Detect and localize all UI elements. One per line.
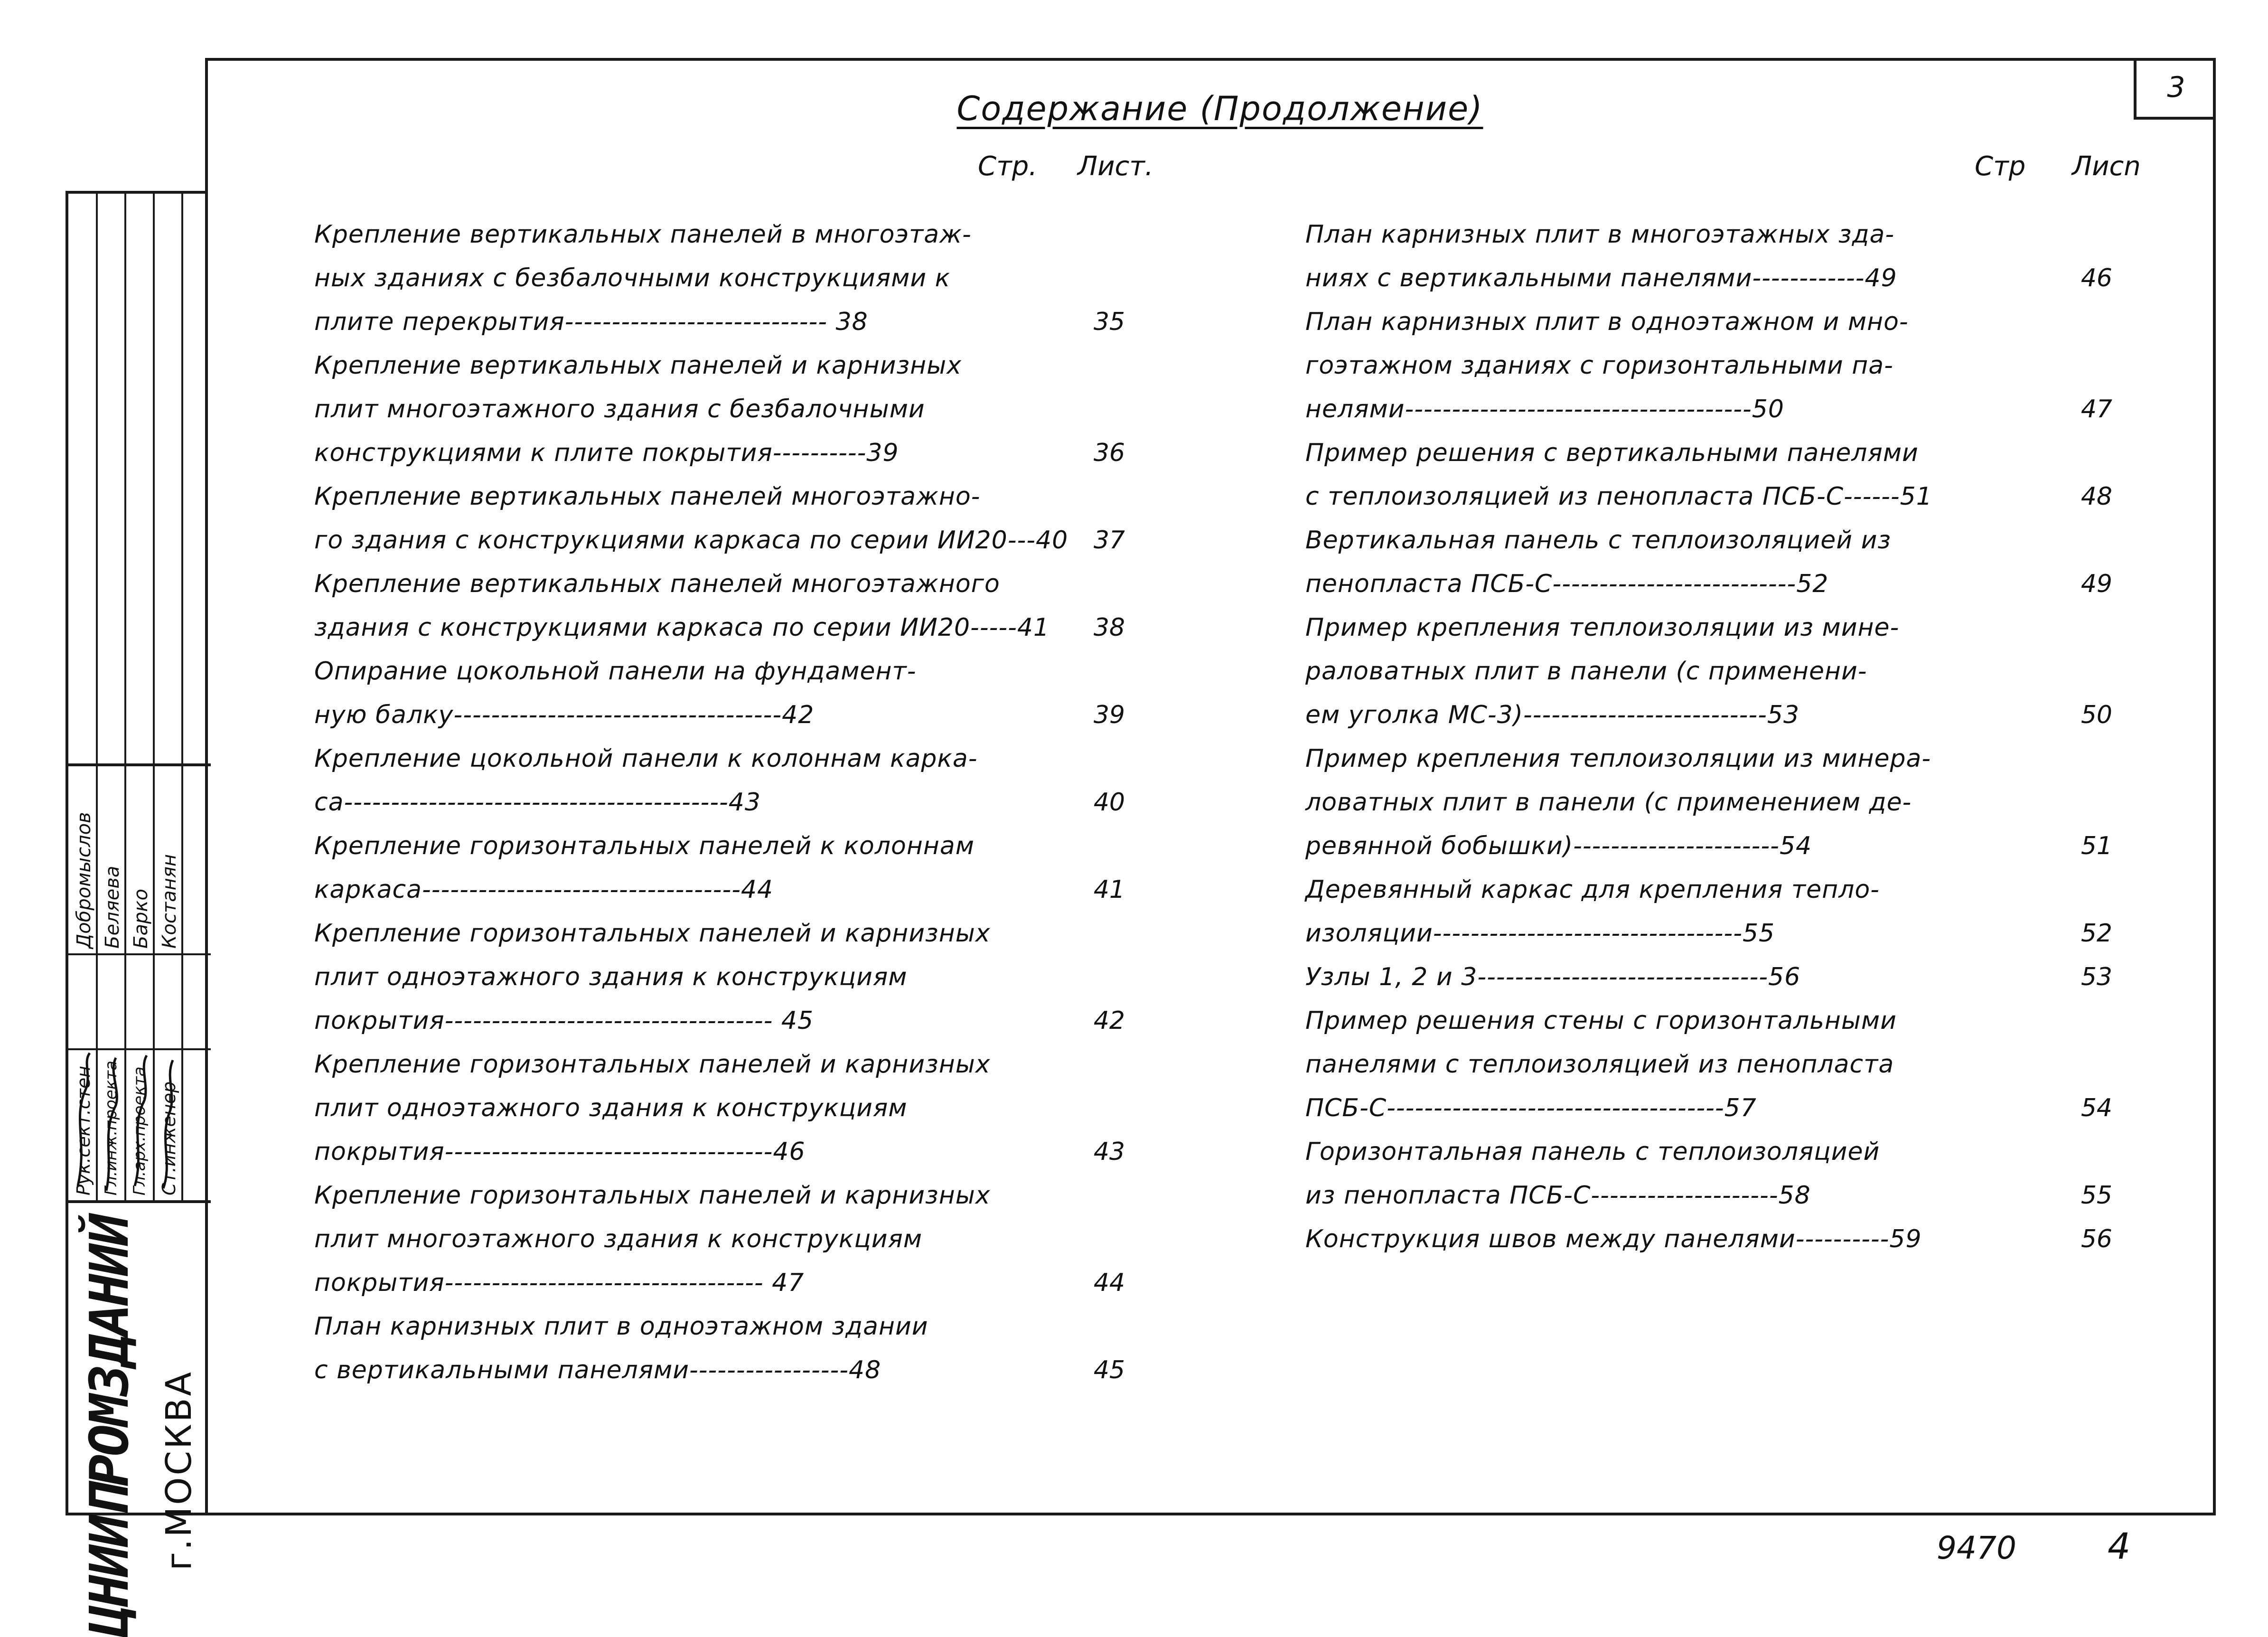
toc-entry-line: ловатных плит в панели (с применением де- xyxy=(1305,788,1912,817)
toc-sheet-number: 55 xyxy=(2081,1181,2112,1210)
toc-sheet-number: 44 xyxy=(1093,1269,1125,1297)
toc-sheet-number: 51 xyxy=(2081,832,2112,860)
stamp-name: Барко xyxy=(130,889,152,949)
toc-entry-line: Пример решения стены с горизонтальными xyxy=(1305,1007,1897,1035)
toc-entry-line: Горизонтальная панель с теплоизоляцией xyxy=(1305,1138,1880,1166)
toc-entry-line: План карнизных плит в одноэтажном и мно- xyxy=(1305,308,1909,336)
toc-entry-line: ниях с вертикальными панелями------------49 xyxy=(1305,264,1897,292)
toc-entry-line: здания с конструкциями каркаса по серии ИИ20-----41 xyxy=(314,613,1050,642)
toc-entry-line: Крепление вертикальных панелей и карнизных xyxy=(314,351,962,380)
toc-entry-line: плит многоэтажного здания с безбалочными xyxy=(314,395,925,423)
toc-entry-line: Узлы 1, 2 и 3-------------------------------56 xyxy=(1305,963,1801,991)
toc-entry-line: Крепление горизонтальных панелей и карнизных xyxy=(314,919,991,948)
toc-entry-line: гоэтажном зданиях с горизонтальными па- xyxy=(1305,351,1893,380)
toc-entry-line: ревянной бобышки)----------------------54 xyxy=(1305,832,1812,860)
toc-entry-line: с теплоизоляцией из пенопласта ПСБ-С------51 xyxy=(1305,482,1932,511)
org-logo: ЦНИИПРОМЗДАНИЙ xyxy=(79,1215,141,1637)
title-block-stamp xyxy=(66,191,208,1637)
toc-sheet-number: 37 xyxy=(1093,526,1125,555)
toc-sheet-number: 46 xyxy=(2081,264,2112,292)
toc-entry-line: панелями с теплоизоляцией из пенопласта xyxy=(1305,1050,1894,1079)
toc-entry-line: го здания с конструкциями каркаса по серии ИИ20---40 xyxy=(314,526,1068,555)
toc-sheet-number: 38 xyxy=(1093,613,1125,642)
toc-entry-line: Вертикальная панель с теплоизоляцией из xyxy=(1305,526,1892,555)
toc-entry-line: с вертикальными панелями-----------------48 xyxy=(314,1356,881,1384)
toc-sheet-number: 43 xyxy=(1093,1138,1125,1166)
toc-entry-line: Крепление вертикальных панелей в многоэтаж- xyxy=(314,220,972,249)
toc-entry-line: покрытия----------------------------------- 45 xyxy=(314,1007,814,1035)
stamp-name: Беляева xyxy=(102,866,123,949)
stamp-name: Костанян xyxy=(159,854,180,949)
toc-entry-line: плит многоэтажного здания к конструкциям xyxy=(314,1225,923,1253)
left-page-col-header: Стр. xyxy=(978,151,1038,182)
page-number: 4 xyxy=(2108,1525,2131,1567)
sheet-number-box xyxy=(2134,58,2216,120)
toc-entry-line: ем уголка МС-3)--------------------------53 xyxy=(1305,701,1800,729)
toc-entry-line: покрытия-----------------------------------46 xyxy=(314,1138,806,1166)
toc-sheet-number: 40 xyxy=(1093,788,1125,817)
toc-entry-line: Пример крепления теплоизоляции из минера- xyxy=(1305,744,1931,773)
toc-sheet-number: 47 xyxy=(2081,395,2112,423)
toc-sheet-number: 56 xyxy=(2081,1225,2112,1253)
stamp-divider xyxy=(68,1200,211,1203)
toc-entry-line: План карнизных плит в одноэтажном здании xyxy=(314,1312,928,1341)
toc-entry-line: Крепление горизонтальных панелей и карнизных xyxy=(314,1050,991,1079)
sheet-number: 3 xyxy=(2167,71,2185,104)
toc-entry-line: конструкциями к плите покрытия----------39 xyxy=(314,439,899,467)
toc-sheet-number: 52 xyxy=(2081,919,2112,948)
right-page-col-header: Стр xyxy=(1975,151,2026,182)
toc-entry-line: пенопласта ПСБ-С--------------------------52 xyxy=(1305,570,1829,598)
toc-sheet-number: 49 xyxy=(2081,570,2112,598)
stamp-role: Гл.инж.проекта xyxy=(102,1061,121,1195)
toc-entry-line: Крепление вертикальных панелей многоэтажного xyxy=(314,570,1000,598)
signatures xyxy=(68,1048,211,1200)
toc-entry-line: ПСБ-С------------------------------------57 xyxy=(1305,1094,1757,1122)
toc-sheet-number: 41 xyxy=(1093,875,1125,904)
stamp-role: Гл.арх.проекта xyxy=(130,1066,149,1195)
toc-entry-line: Крепление горизонтальных панелей и карнизных xyxy=(314,1181,991,1210)
toc-entry-line: из пенопласта ПСБ-С--------------------58 xyxy=(1305,1181,1811,1210)
toc-sheet-number: 36 xyxy=(1093,439,1125,467)
left-sheet-col-header: Лист. xyxy=(1078,151,1153,182)
org-city: г.МОСКВА xyxy=(159,1370,199,1571)
toc-sheet-number: 50 xyxy=(2081,701,2112,729)
toc-entry-line: Крепление цокольной панели к колоннам карка- xyxy=(314,744,978,773)
toc-entry-line: Крепление вертикальных панелей многоэтажно- xyxy=(314,482,981,511)
toc-sheet-number: 48 xyxy=(2081,482,2112,511)
doc-number: 9470 xyxy=(1937,1530,2016,1566)
toc-sheet-number: 35 xyxy=(1093,308,1125,336)
toc-entry-line: Крепление горизонтальных панелей к колоннам xyxy=(314,832,975,860)
toc-entry-line: Деревянный каркас для крепления тепло- xyxy=(1305,875,1880,904)
toc-sheet-number: 42 xyxy=(1093,1007,1125,1035)
toc-entry-line: плите перекрытия---------------------------- 38 xyxy=(314,308,868,336)
stamp-role: Ст.инженер xyxy=(159,1081,179,1195)
toc-entry-line: План карнизных плит в многоэтажных зда- xyxy=(1305,220,1895,249)
toc-entry-line: плит одноэтажного здания к конструкциям xyxy=(314,963,908,991)
right-sheet-col-header: Лисn xyxy=(2072,151,2141,182)
toc-sheet-number: 45 xyxy=(1093,1356,1125,1384)
stamp-name: Добромыслов xyxy=(73,812,95,949)
toc-entry-line: нелями-------------------------------------50 xyxy=(1305,395,1784,423)
toc-entry-line: изоляции---------------------------------55 xyxy=(1305,919,1775,948)
toc-entry-line: са-----------------------------------------43 xyxy=(314,788,761,817)
toc-entry-line: раловатных плит в панели (с применени- xyxy=(1305,657,1867,686)
toc-entry-line: Пример решения с вертикальными панелями xyxy=(1305,439,1919,467)
page-title: Содержание (Продолжение) xyxy=(956,89,1483,128)
toc-entry-line: Конструкция швов между панелями----------59 xyxy=(1305,1225,1922,1253)
toc-entry-line: покрытия---------------------------------- 47 xyxy=(314,1269,805,1297)
toc-sheet-number: 53 xyxy=(2081,963,2112,991)
toc-entry-line: ную балку-----------------------------------42 xyxy=(314,701,815,729)
toc-entry-line: плит одноэтажного здания к конструкциям xyxy=(314,1094,908,1122)
stamp-divider xyxy=(68,953,211,955)
toc-sheet-number: 39 xyxy=(1093,701,1125,729)
stamp-divider xyxy=(68,763,211,766)
toc-entry-line: Пример крепления теплоизоляции из мине- xyxy=(1305,613,1900,642)
toc-entry-line: ных зданиях с безбалочными конструкциями к xyxy=(314,264,951,292)
toc-entry-line: Опирание цокольной панели на фундамент- xyxy=(314,657,917,686)
stamp-role: Рук.сект.стен xyxy=(73,1065,94,1195)
toc-sheet-number: 54 xyxy=(2081,1094,2112,1122)
toc-entry-line: каркаса----------------------------------44 xyxy=(314,875,774,904)
